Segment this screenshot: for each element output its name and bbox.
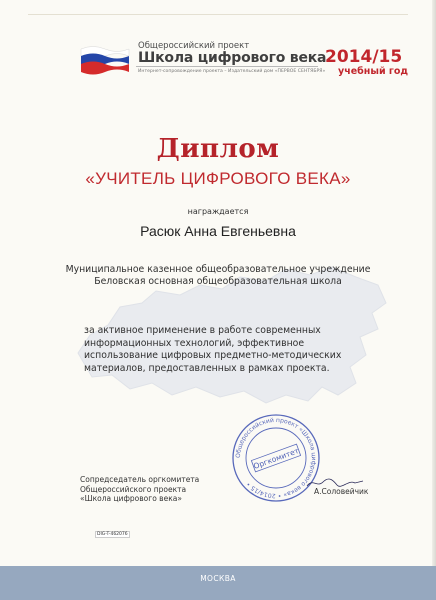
merit-line: за активное применение в работе современных: [84, 325, 321, 336]
stamp-ring-text: Общероссийский проект «Школа цифрового века» • 2014/15 •: [234, 416, 318, 500]
school-year: 2014/15: [325, 47, 403, 67]
signer-name: А.Соловейчик: [314, 487, 369, 496]
merit-text: [84, 325, 394, 375]
header-divider: [136, 66, 318, 67]
merit-line: материалов, предоставленных в рамках проекта.: [84, 362, 330, 374]
signer-line: Общероссийского проекта: [80, 484, 187, 494]
organizing-committee-stamp: [230, 412, 322, 504]
footer-band: [0, 566, 436, 600]
merit-line: информационных технологий, эффективное: [84, 337, 305, 349]
serial-number: DIG-T-462076: [97, 532, 128, 537]
top-rule: [28, 14, 408, 15]
recipient-name: Расюк Анна Евгеньевна: [140, 223, 296, 239]
diploma-title: Диплом: [156, 134, 280, 164]
project-name: Школа цифрового века: [138, 50, 327, 66]
footer-city: МОСКВА: [200, 574, 236, 583]
awarded-label: награждается: [187, 207, 249, 216]
organization-line: Беловская основная общеобразовательная школа: [94, 276, 342, 287]
signer-line: «Школа цифрового века»: [80, 494, 182, 503]
page-edge-shadow: [432, 0, 436, 600]
stamp-center-text: Оргкомитет: [252, 446, 301, 471]
organization: [0, 264, 436, 288]
project-label: Общероссийский проект: [138, 41, 250, 51]
project-support-text: Интернет-сопровождение проекта – Издательский дом «ПЕРВОЕ СЕНТЯБРЯ»: [138, 69, 326, 74]
organization-line: Муниципальное казенное общеобразовательное учреждение: [65, 264, 371, 275]
school-year-caption: учебный год: [338, 66, 409, 77]
signer-line: Сопредседатель оргкомитета: [80, 475, 200, 484]
merit-line: использование цифровых предметно-методических: [84, 350, 342, 361]
signer-title: [80, 475, 199, 504]
russian-flag-icon: [79, 43, 131, 77]
diploma-subtitle: «УЧИТЕЛЬ ЦИФРОВОГО ВЕКА»: [85, 169, 351, 188]
